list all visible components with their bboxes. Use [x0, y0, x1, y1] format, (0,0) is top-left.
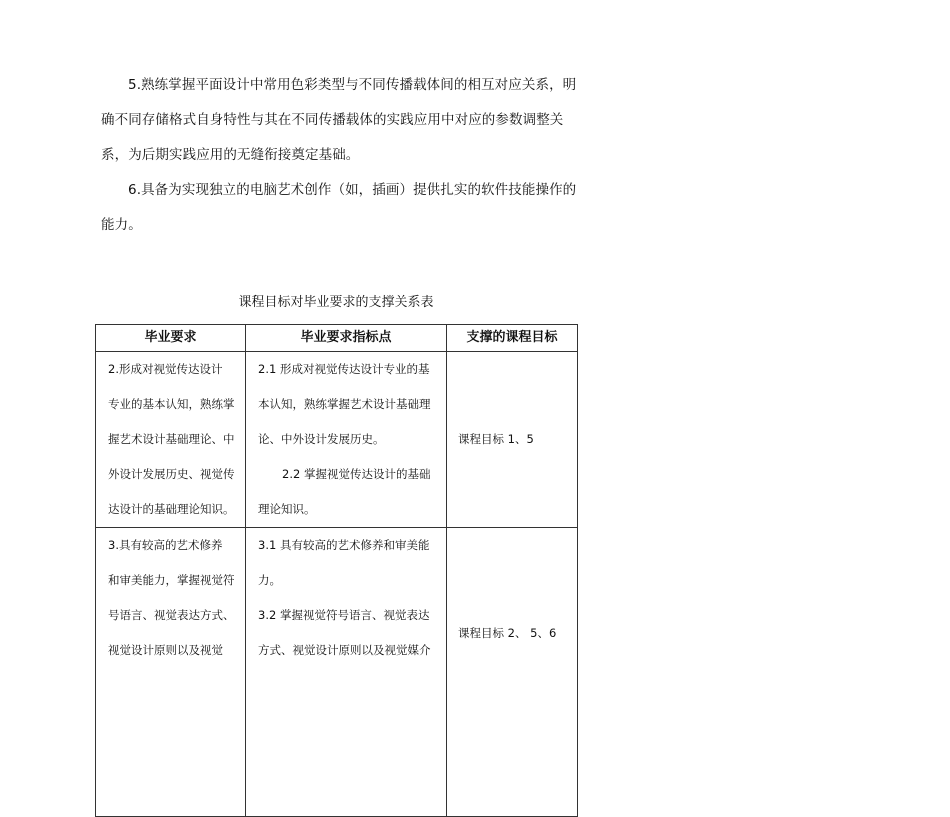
- cell-line: 2.2 掌握视觉传达设计的基础: [282, 467, 431, 481]
- cell-line: 3.具有较高的艺术修养: [108, 538, 223, 552]
- cell-line: 方式、视觉设计原则以及视觉媒介: [258, 643, 431, 657]
- support-relation-table: [95, 324, 578, 817]
- requirement-cell: [96, 528, 246, 817]
- table-row: [96, 352, 578, 528]
- cell-line: 达设计的基础理论知识。: [108, 502, 235, 516]
- header-requirement-indicator: 毕业要求指标点: [246, 325, 447, 352]
- paragraph-line: 能力。: [101, 217, 142, 233]
- cell-line: 本认知，熟练掌握艺术设计基础理: [258, 397, 431, 411]
- cell-line: 和审美能力，掌握视觉符: [108, 573, 235, 587]
- requirement-cell: [96, 352, 246, 528]
- paragraph-line: 系，为后期实践应用的无缝衔接奠定基础。: [101, 147, 360, 163]
- paragraph-line: 确不同存储格式自身特性与其在不同传播载体的实践应用中对应的参数调整关: [101, 112, 564, 128]
- paragraph-line: 5.熟练掌握平面设计中常用色彩类型与不同传播载体间的相互对应关系，明: [128, 77, 577, 93]
- cell-line: 外设计发展历史、视觉传: [108, 467, 235, 481]
- paragraph-line: 6.具备为实现独立的电脑艺术创作（如，插画）提供扎实的软件技能操作的: [128, 182, 577, 198]
- indicator-cell: [246, 528, 447, 817]
- course-goals-cell: 课程目标 1、5: [447, 352, 578, 528]
- paragraph-objective-6: [101, 173, 579, 243]
- course-goals-cell: 课程目标 2、 5、6: [447, 528, 578, 817]
- cell-line: 3.2 掌握视觉符号语言、视觉表达: [258, 608, 430, 622]
- table-header-row: [96, 325, 578, 352]
- table-caption: 课程目标对毕业要求的支撑关系表: [238, 295, 434, 310]
- cell-line: 力。: [258, 573, 281, 587]
- header-graduation-requirement: 毕业要求: [96, 325, 246, 352]
- cell-line: 专业的基本认知，熟练掌: [108, 397, 235, 411]
- header-supported-course-goals: 支撑的课程目标: [447, 325, 578, 352]
- cell-line: 理论知识。: [258, 502, 316, 516]
- paragraph-objective-5: [101, 68, 579, 173]
- cell-line: 号语言、视觉表达方式、: [108, 608, 235, 622]
- cell-line: 3.1 具有较高的艺术修养和审美能: [258, 538, 430, 552]
- cell-line: 2.形成对视觉传达设计: [108, 362, 223, 376]
- cell-line: 论、中外设计发展历史。: [258, 432, 385, 446]
- indicator-cell: [246, 352, 447, 528]
- table-row: [96, 528, 578, 817]
- cell-line: 2.1 形成对视觉传达设计专业的基: [258, 362, 430, 376]
- cell-line: 握艺术设计基础理论、中: [108, 432, 235, 446]
- cell-line: 视觉设计原则以及视觉: [108, 643, 223, 657]
